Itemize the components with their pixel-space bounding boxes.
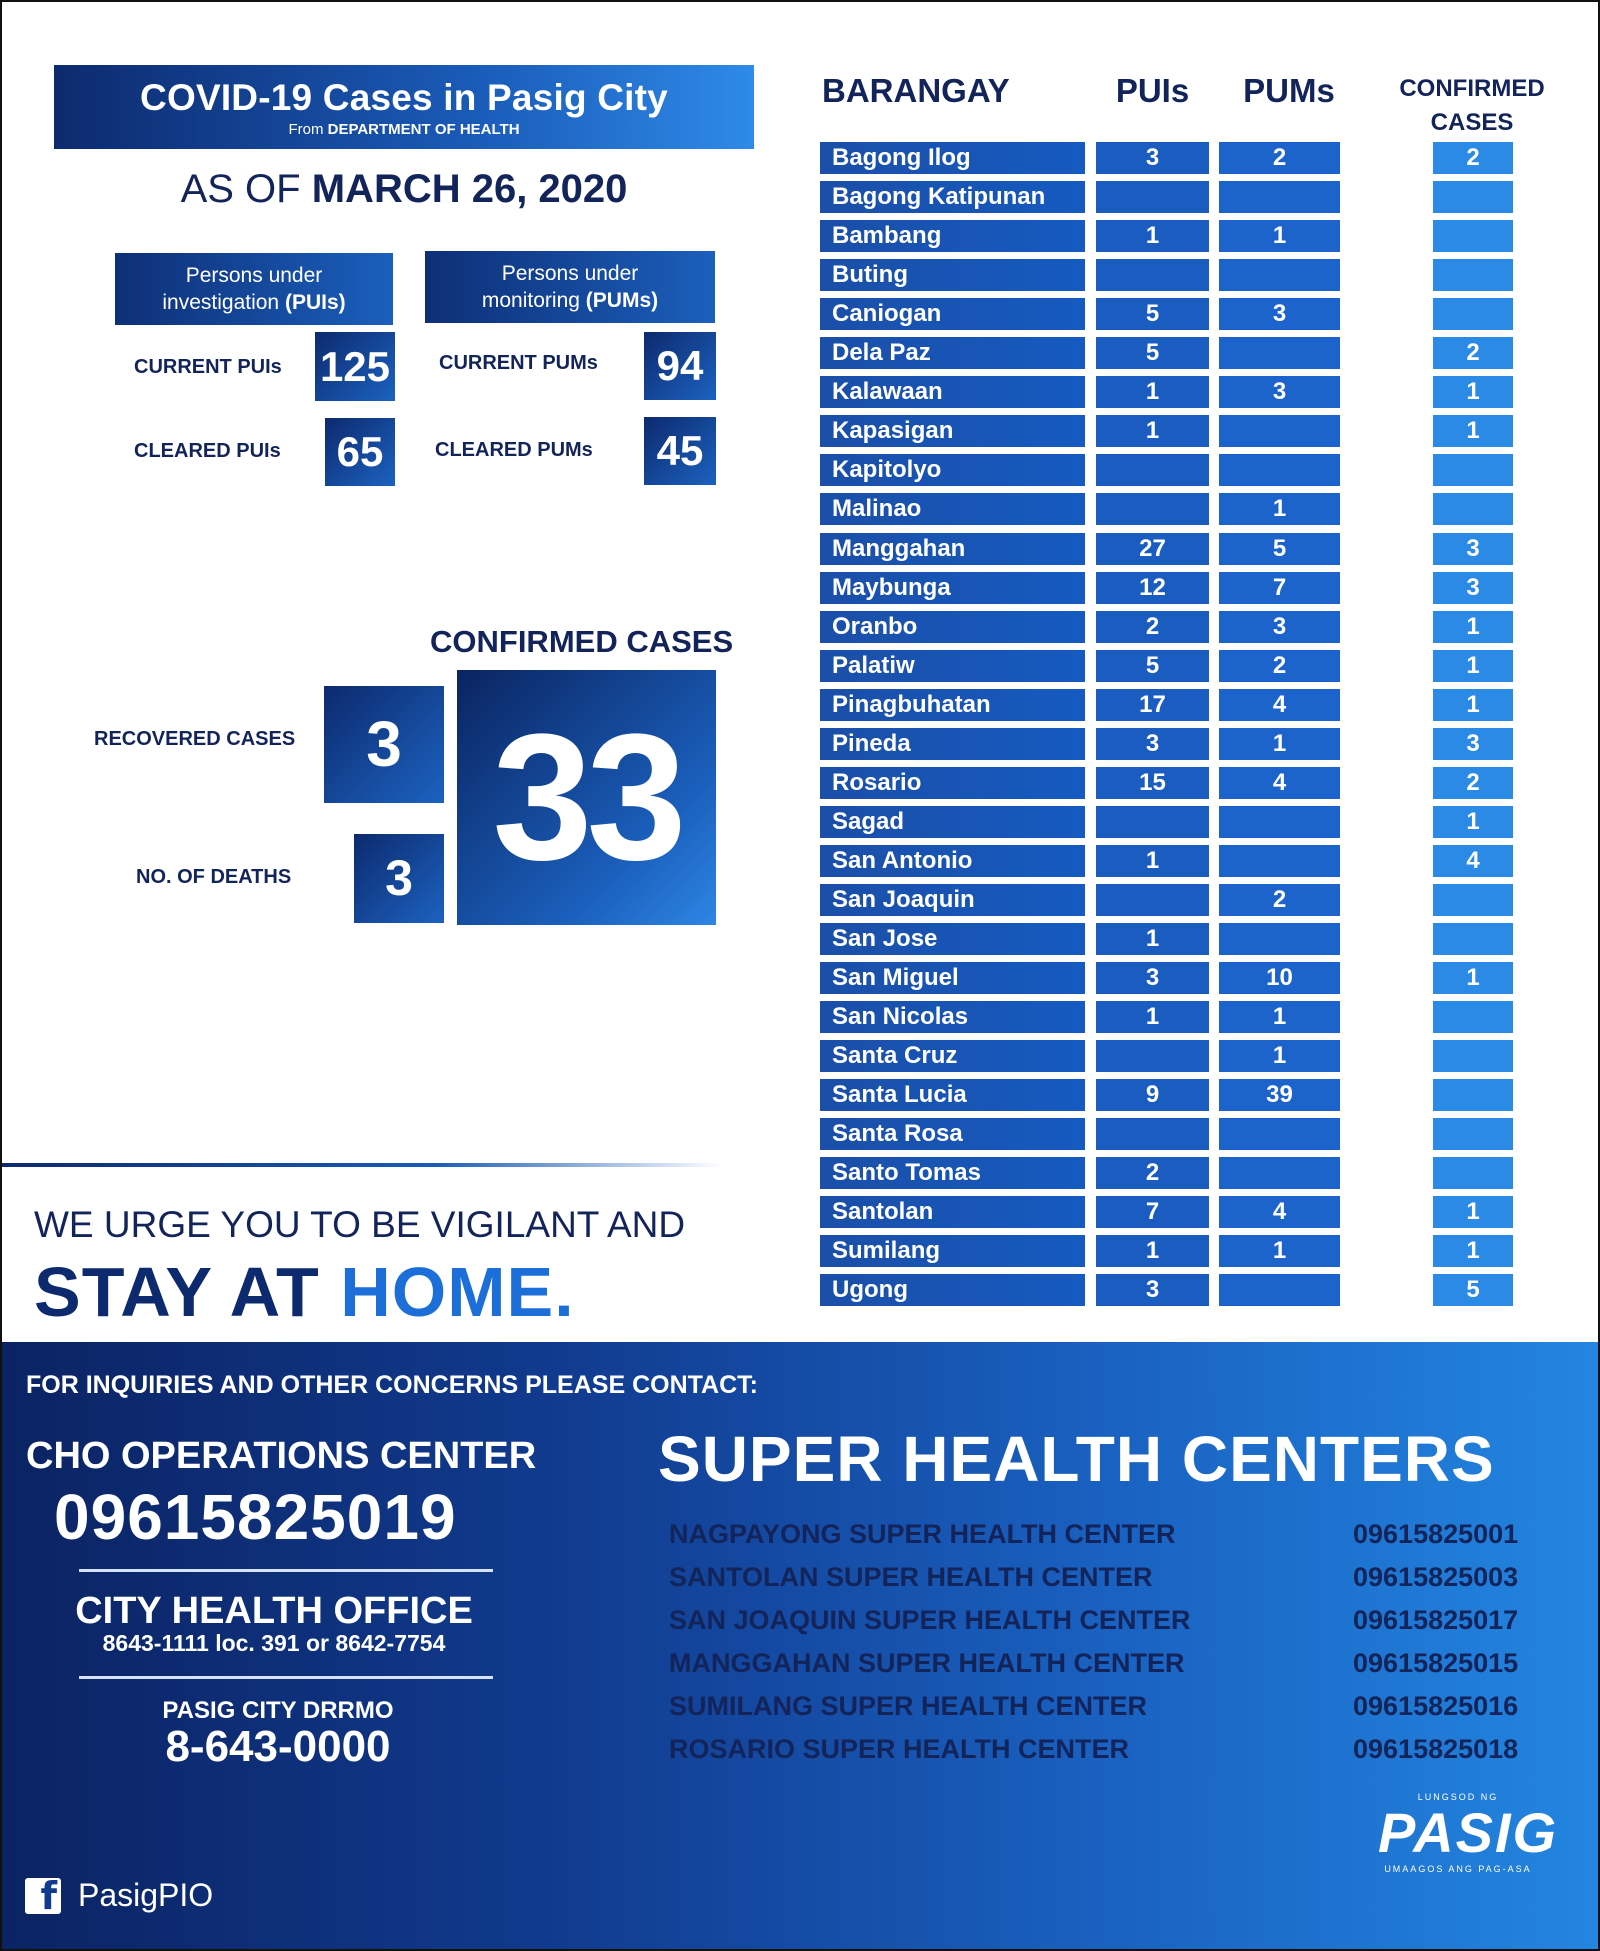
pum-count: 3 (1219, 376, 1340, 408)
pui-count: 3 (1096, 142, 1209, 174)
confirmed-count (1433, 884, 1513, 916)
pui-label-abbr: (PUIs) (284, 291, 346, 314)
confirmed-count (1433, 1157, 1513, 1189)
barangay-name: Santa Cruz (820, 1040, 1085, 1072)
pui-count: 3 (1096, 728, 1209, 760)
pui-label-line1: Persons under (185, 264, 323, 287)
barangay-name: Caniogan (820, 298, 1085, 330)
pui-count: 17 (1096, 689, 1209, 721)
confirmed-count: 4 (1433, 845, 1513, 877)
pum-count (1219, 337, 1340, 369)
pum-count (1219, 845, 1340, 877)
source-name: DEPARTMENT OF HEALTH (327, 121, 520, 138)
facebook-icon[interactable]: f (25, 1878, 61, 1914)
urge-line2 (34, 1252, 575, 1332)
confirmed-count (1433, 923, 1513, 955)
drrmo-number: 8-643-0000 (165, 1722, 391, 1771)
source-prefix: From (288, 121, 324, 138)
confirmed-count: 2 (1433, 337, 1513, 369)
urge-home: HOME. (340, 1253, 575, 1331)
pum-count: 1 (1219, 1235, 1340, 1267)
confirmed-count: 1 (1433, 1196, 1513, 1228)
barangay-name: Santa Rosa (820, 1118, 1085, 1150)
header-confirmed (1377, 72, 1567, 140)
inquiries-heading: FOR INQUIRIES AND OTHER CONCERNS PLEASE CONTACT: (26, 1371, 758, 1399)
confirmed-count: 1 (1433, 1235, 1513, 1267)
logo-top-text: LUNGSOD NG (1417, 1792, 1499, 1802)
barangay-name: San Joaquin (820, 884, 1085, 916)
pui-count (1096, 884, 1209, 916)
current-pui-value: 125 (315, 332, 395, 401)
pum-count (1219, 454, 1340, 486)
confirmed-count: 1 (1433, 689, 1513, 721)
header-barangay: BARANGAY (822, 72, 1010, 109)
barangay-name: Sumilang (820, 1235, 1085, 1267)
super-health-centers-title: SUPER HEALTH CENTERS (658, 1423, 1495, 1495)
confirmed-count (1433, 298, 1513, 330)
page-title: COVID-19 Cases in Pasig City (140, 77, 668, 118)
confirmed-cases-total: 33 (457, 670, 716, 925)
pum-count: 7 (1219, 572, 1340, 604)
confirmed-count: 3 (1433, 533, 1513, 565)
header-confirmed-line2: CASES (1430, 109, 1514, 136)
pum-count: 1 (1219, 1001, 1340, 1033)
cleared-pum-label: CLEARED PUMs (435, 439, 593, 461)
pum-count: 2 (1219, 142, 1340, 174)
health-center-number[interactable]: 09615825016 (1353, 1691, 1519, 1721)
header-confirmed-line1: CONFIRMED (1399, 75, 1545, 102)
barangay-name: Maybunga (820, 572, 1085, 604)
barangay-name: Dela Paz (820, 337, 1085, 369)
pum-count (1219, 806, 1340, 838)
confirmed-count (1433, 181, 1513, 213)
barangay-name: Santa Lucia (820, 1079, 1085, 1111)
pui-count: 7 (1096, 1196, 1209, 1228)
pum-count: 3 (1219, 298, 1340, 330)
barangay-name: Pinagbuhatan (820, 689, 1085, 721)
confirmed-cases-title: CONFIRMED CASES (430, 624, 734, 659)
health-center-number[interactable]: 09615825017 (1353, 1605, 1519, 1635)
pum-count: 2 (1219, 884, 1340, 916)
pum-count: 4 (1219, 1196, 1340, 1228)
pum-count: 1 (1219, 1040, 1340, 1072)
barangay-name: Rosario (820, 767, 1085, 799)
confirmed-count: 1 (1433, 962, 1513, 994)
as-of-date (54, 167, 754, 212)
pui-label-box (115, 253, 393, 325)
confirmed-count: 5 (1433, 1274, 1513, 1306)
as-of-prefix: AS OF (180, 167, 301, 211)
pui-count (1096, 806, 1209, 838)
barangay-name: Bambang (820, 220, 1085, 252)
pasig-logo (1378, 1792, 1559, 1874)
pui-count: 2 (1096, 611, 1209, 643)
barangay-name: San Miguel (820, 962, 1085, 994)
pum-count: 10 (1219, 962, 1340, 994)
confirmed-count (1433, 1118, 1513, 1150)
barangay-name: Manggahan (820, 533, 1085, 565)
pui-count: 12 (1096, 572, 1209, 604)
deaths-label: NO. OF DEATHS (136, 866, 292, 888)
health-center-name: SANTOLAN SUPER HEALTH CENTER (669, 1562, 1153, 1592)
pui-count: 3 (1096, 1274, 1209, 1306)
cho-number: 09615825019 (54, 1481, 457, 1553)
confirmed-count: 2 (1433, 767, 1513, 799)
barangay-name: Santo Tomas (820, 1157, 1085, 1189)
barangay-name: San Nicolas (820, 1001, 1085, 1033)
pum-count: 1 (1219, 220, 1340, 252)
health-center-name: MANGGAHAN SUPER HEALTH CENTER (669, 1648, 1185, 1678)
pui-label-word: investigation (162, 291, 280, 314)
health-center-number[interactable]: 09615825015 (1353, 1648, 1519, 1678)
current-pum-value: 94 (644, 332, 716, 400)
barangay-name: Pineda (820, 728, 1085, 760)
cleared-pum-value: 45 (644, 417, 716, 485)
pum-label-word: monitoring (481, 289, 580, 312)
drrmo-label: PASIG CITY DRRMO (162, 1697, 394, 1724)
pui-count (1096, 1040, 1209, 1072)
pum-count (1219, 1274, 1340, 1306)
pui-count: 1 (1096, 1001, 1209, 1033)
barangay-name: Bagong Ilog (820, 142, 1085, 174)
confirmed-count: 3 (1433, 572, 1513, 604)
recovered-cases-value: 3 (324, 686, 444, 803)
confirmed-count: 1 (1433, 376, 1513, 408)
barangay-name: Kapitolyo (820, 454, 1085, 486)
divider (2, 1163, 722, 1167)
pui-count: 5 (1096, 298, 1209, 330)
health-center-name: SUMILANG SUPER HEALTH CENTER (669, 1691, 1148, 1721)
facebook-handle[interactable]: PasigPIO (78, 1877, 214, 1913)
pui-count: 15 (1096, 767, 1209, 799)
pum-count: 4 (1219, 689, 1340, 721)
pum-count (1219, 1118, 1340, 1150)
confirmed-count (1433, 1079, 1513, 1111)
logo-main-text: PASIG (1378, 1801, 1559, 1864)
cho-label: CHO OPERATIONS CENTER (26, 1435, 537, 1477)
city-health-office-label: CITY HEALTH OFFICE (75, 1590, 473, 1632)
confirmed-count: 1 (1433, 415, 1513, 447)
confirmed-count: 1 (1433, 650, 1513, 682)
pum-count: 1 (1219, 493, 1340, 525)
health-center-number[interactable]: 09615825003 (1353, 1562, 1519, 1592)
pum-count (1219, 415, 1340, 447)
title-banner (54, 65, 754, 149)
pum-label-line2 (425, 287, 715, 314)
pum-count (1219, 1157, 1340, 1189)
barangay-name: Bagong Katipunan (820, 181, 1085, 213)
confirmed-count (1433, 220, 1513, 252)
barangay-name: Kalawaan (820, 376, 1085, 408)
pui-count (1096, 259, 1209, 291)
barangay-name: San Antonio (820, 845, 1085, 877)
pui-count: 5 (1096, 337, 1209, 369)
barangay-name: Kapasigan (820, 415, 1085, 447)
pui-count (1096, 493, 1209, 525)
logo-tagline: UMAAGOS ANG PAG-ASA (1384, 1864, 1532, 1874)
pum-label-box (425, 251, 715, 323)
pui-count: 1 (1096, 220, 1209, 252)
pum-count: 39 (1219, 1079, 1340, 1111)
barangay-name: Buting (820, 259, 1085, 291)
header-pums: PUMs (1243, 72, 1335, 109)
confirmed-count (1433, 1001, 1513, 1033)
pum-count: 4 (1219, 767, 1340, 799)
health-center-number[interactable]: 09615825001 (1353, 1519, 1519, 1549)
pum-label-line1: Persons under (501, 262, 639, 285)
pui-count: 1 (1096, 923, 1209, 955)
barangay-name: Sagad (820, 806, 1085, 838)
cleared-pui-label: CLEARED PUIs (134, 440, 281, 462)
pui-count: 1 (1096, 845, 1209, 877)
confirmed-count: 1 (1433, 611, 1513, 643)
pum-count: 3 (1219, 611, 1340, 643)
as-of-value: MARCH 26, 2020 (311, 167, 628, 211)
footer-divider-1 (79, 1569, 493, 1572)
barangay-name: Malinao (820, 493, 1085, 525)
pum-count: 2 (1219, 650, 1340, 682)
current-pui-label: CURRENT PUIs (134, 356, 282, 378)
pui-count: 9 (1096, 1079, 1209, 1111)
city-health-office-numbers: 8643-1111 loc. 391 or 8642-7754 (102, 1630, 446, 1656)
pui-count (1096, 1118, 1209, 1150)
urge-line1: WE URGE YOU TO BE VIGILANT AND (34, 1204, 686, 1245)
pum-count (1219, 259, 1340, 291)
pui-count: 3 (1096, 962, 1209, 994)
health-center-number[interactable]: 09615825018 (1353, 1734, 1519, 1764)
current-pum-label: CURRENT PUMs (439, 352, 598, 374)
pum-count (1219, 923, 1340, 955)
barangay-name: Santolan (820, 1196, 1085, 1228)
pui-count: 2 (1096, 1157, 1209, 1189)
footer-divider-2 (79, 1676, 493, 1679)
pui-count (1096, 181, 1209, 213)
pui-count: 1 (1096, 1235, 1209, 1267)
health-center-name: ROSARIO SUPER HEALTH CENTER (669, 1734, 1130, 1764)
confirmed-count (1433, 259, 1513, 291)
pum-count (1219, 181, 1340, 213)
barangay-name: Ugong (820, 1274, 1085, 1306)
pui-count: 1 (1096, 415, 1209, 447)
pui-count: 27 (1096, 533, 1209, 565)
health-center-name: NAGPAYONG SUPER HEALTH CENTER (669, 1519, 1176, 1549)
urge-stay-at: STAY AT (34, 1253, 320, 1331)
confirmed-count (1433, 1040, 1513, 1072)
deaths-value: 3 (354, 834, 444, 923)
recovered-cases-label: RECOVERED CASES (94, 728, 296, 750)
pum-count: 5 (1219, 533, 1340, 565)
pui-count (1096, 454, 1209, 486)
pum-count: 1 (1219, 728, 1340, 760)
confirmed-count: 3 (1433, 728, 1513, 760)
cleared-pui-value: 65 (325, 418, 395, 486)
header-puis: PUIs (1115, 72, 1190, 109)
barangay-name: Oranbo (820, 611, 1085, 643)
pui-label-line2 (115, 289, 393, 316)
barangay-name: San Jose (820, 923, 1085, 955)
confirmed-count: 2 (1433, 142, 1513, 174)
source-line (54, 121, 754, 138)
pui-count: 5 (1096, 650, 1209, 682)
pum-label-abbr: (PUMs) (585, 289, 659, 312)
health-center-name: SAN JOAQUIN SUPER HEALTH CENTER (669, 1605, 1191, 1635)
barangay-name: Palatiw (820, 650, 1085, 682)
confirmed-count: 1 (1433, 806, 1513, 838)
confirmed-count (1433, 454, 1513, 486)
confirmed-count (1433, 493, 1513, 525)
pui-count: 1 (1096, 376, 1209, 408)
